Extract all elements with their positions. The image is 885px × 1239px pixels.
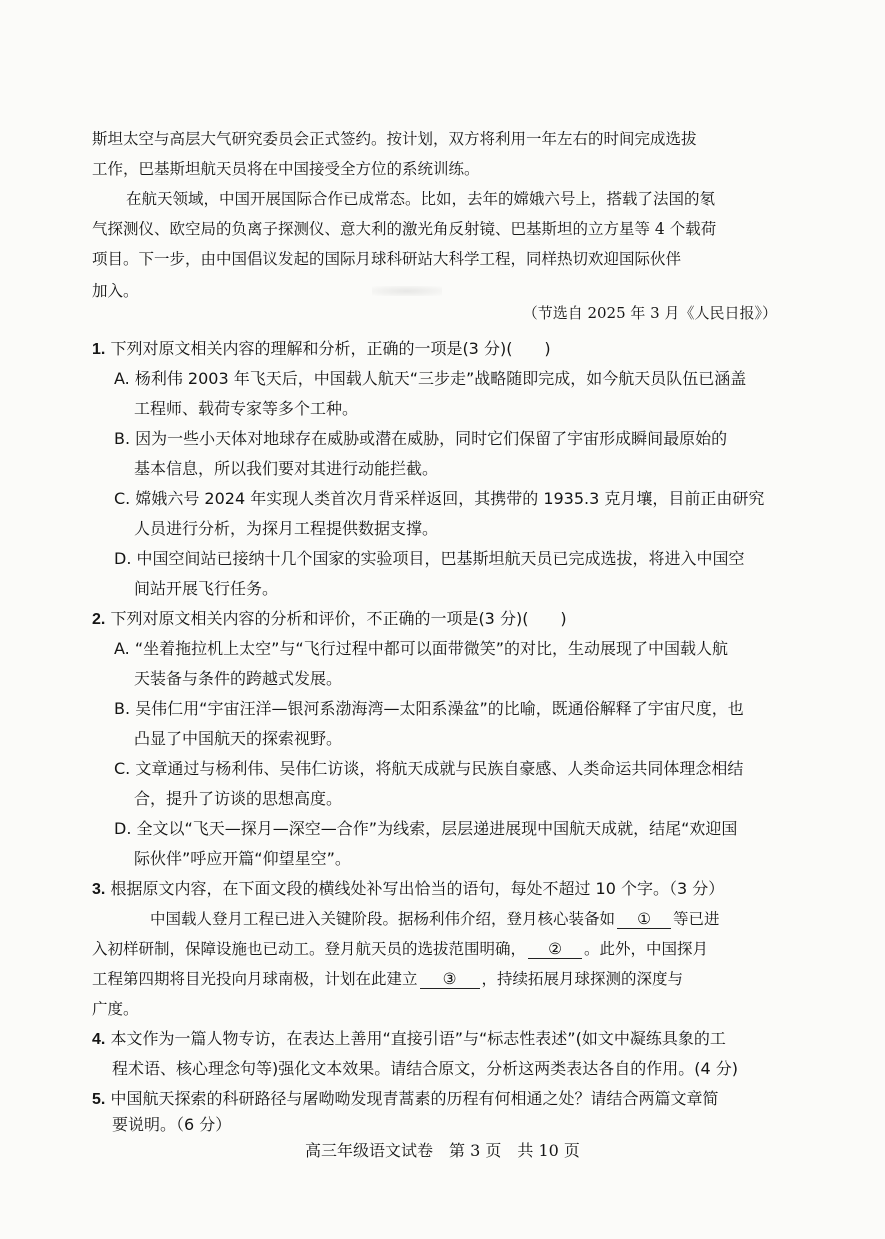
question-3-stem — [92, 878, 724, 901]
question-number: 3. — [92, 881, 106, 898]
option-c-line: 人员进行分析，为探月工程提供数据支撑。 — [134, 519, 439, 538]
question-5-stem — [92, 1088, 718, 1111]
question-text: 程术语、核心理念句等)强化文本效果。请结合原文，分析这两类表达各自的作用。(4 分) — [112, 1059, 738, 1078]
question-number: 5. — [92, 1091, 106, 1108]
fill-paragraph-line — [150, 908, 720, 930]
question-text: 根据原文内容，在下面文段的横线处补写出恰当的语句，每处不超过 10 个字。（3 分） — [110, 879, 725, 898]
fill-paragraph-line: 广度。 — [92, 1000, 139, 1018]
answer-blank-3[interactable]: ③ — [420, 970, 480, 989]
passage-line: 工作，巴基斯坦航天员将在中国接受全方位的系统训练。 — [92, 160, 480, 178]
fill-text: ，持续拓展月球探测的深度与 — [481, 970, 684, 988]
scan-smudge — [372, 286, 442, 296]
option-d-line: D. 中国空间站已接纳十几个国家的实验项目，巴基斯坦航天员已完成选拔，将进入中国空 — [114, 549, 745, 568]
option-a-line: 天装备与条件的跨越式发展。 — [134, 669, 343, 688]
option-c-line: 合，提升了访谈的思想高度。 — [134, 789, 343, 808]
question-text: 要说明。（6 分） — [112, 1115, 232, 1134]
passage-line: 加入。 — [92, 282, 139, 300]
passage-line: 在航天领域，中国开展国际合作已成常态。比如，去年的嫦娥六号上，搭载了法国的氡 — [126, 190, 716, 208]
question-number: 4. — [92, 1031, 106, 1048]
option-b-line: B. 吴伟仁用“宇宙汪洋—银河系渤海湾—太阳系澡盆”的比喻，既通俗解释了宇宙尺度，也 — [114, 699, 744, 718]
question-text: 下列对原文相关内容的理解和分析，正确的一项是(3 分)( ) — [110, 339, 551, 358]
passage-line: 项目。下一步，由中国倡议发起的国际月球科研站大科学工程，同样热切欢迎国际伙伴 — [92, 250, 682, 268]
option-a-line: 工程师、载荷专家等多个工种。 — [134, 399, 359, 418]
page-footer: 高三年级语文试卷 第 3 页 共 10 页 — [305, 1141, 580, 1160]
fill-text: 入初样研制，保障设施也已动工。登月航天员的选拔范围明确， — [92, 940, 527, 958]
fill-text: 等已进 — [673, 910, 720, 928]
option-c-line: C. 文章通过与杨利伟、吴伟仁访谈，将航天成就与民族自豪感、人类命运共同体理念相结 — [114, 759, 744, 778]
question-1-stem — [92, 338, 551, 361]
question-number: 1. — [92, 341, 106, 358]
answer-blank-2[interactable]: ② — [528, 940, 582, 959]
question-4-stem — [92, 1028, 726, 1051]
fill-text: 工程第四期将目光投向月球南极，计划在此建立 — [92, 970, 418, 988]
option-d-line: 际伙伴”呼应开篇“仰望星空”。 — [134, 849, 351, 868]
option-a-line: A. “坐着拖拉机上太空”与“飞行过程中都可以面带微笑”的对比，生动展现了中国载人航 — [114, 639, 728, 658]
fill-paragraph-line — [92, 938, 708, 960]
fill-text: 中国载人登月工程已进入关键阶段。据杨利伟介绍，登月核心装备如 — [150, 910, 616, 928]
question-text: 下列对原文相关内容的分析和评价，不正确的一项是(3 分)( ) — [110, 609, 567, 628]
option-b-line: 基本信息，所以我们要对其进行动能拦截。 — [134, 459, 439, 478]
answer-blank-1[interactable]: ① — [617, 910, 671, 929]
option-b-line: B. 因为一些小天体对地球存在威胁或潜在威胁，同时它们保留了宇宙形成瞬间最原始的 — [114, 429, 728, 448]
question-number: 2. — [92, 611, 106, 628]
option-b-line: 凸显了中国航天的探索视野。 — [134, 729, 343, 748]
option-a-line: A. 杨利伟 2003 年飞天后，中国载人航天“三步走”战略随即完成，如今航天员队伍已涵盖 — [114, 369, 747, 388]
passage-line: 气探测仪、欧空局的负离子探测仪、意大利的激光角反射镜、巴基斯坦的立方星等 4 个载荷 — [92, 220, 717, 238]
passage-line: 斯坦太空与高层大气研究委员会正式签约。按计划，双方将利用一年左右的时间完成选拔 — [92, 130, 697, 148]
option-d-line: 间站开展飞行任务。 — [134, 579, 279, 598]
passage-source: （节选自 2025 年 3 月《人民日报》） — [522, 304, 777, 322]
option-c-line: C. 嫦娥六号 2024 年实现人类首次月背采样返回，其携带的 1935.3 克月壤，目前正由研究 — [114, 489, 765, 508]
fill-text: 。此外，中国探月 — [584, 940, 709, 958]
question-text: 本文作为一篇人物专访，在表达上善用“直接引语”与“标志性表述”(如文中凝练具象的工 — [110, 1029, 726, 1048]
question-text: 中国航天探索的科研路径与屠呦呦发现青蒿素的历程有何相通之处？请结合两篇文章简 — [110, 1089, 719, 1108]
option-d-line: D. 全文以“飞天—探月—深空—合作”为线索，层层递进展现中国航天成就，结尾“欢迎国 — [114, 819, 738, 838]
fill-paragraph-line — [92, 968, 683, 990]
question-2-stem — [92, 608, 567, 631]
